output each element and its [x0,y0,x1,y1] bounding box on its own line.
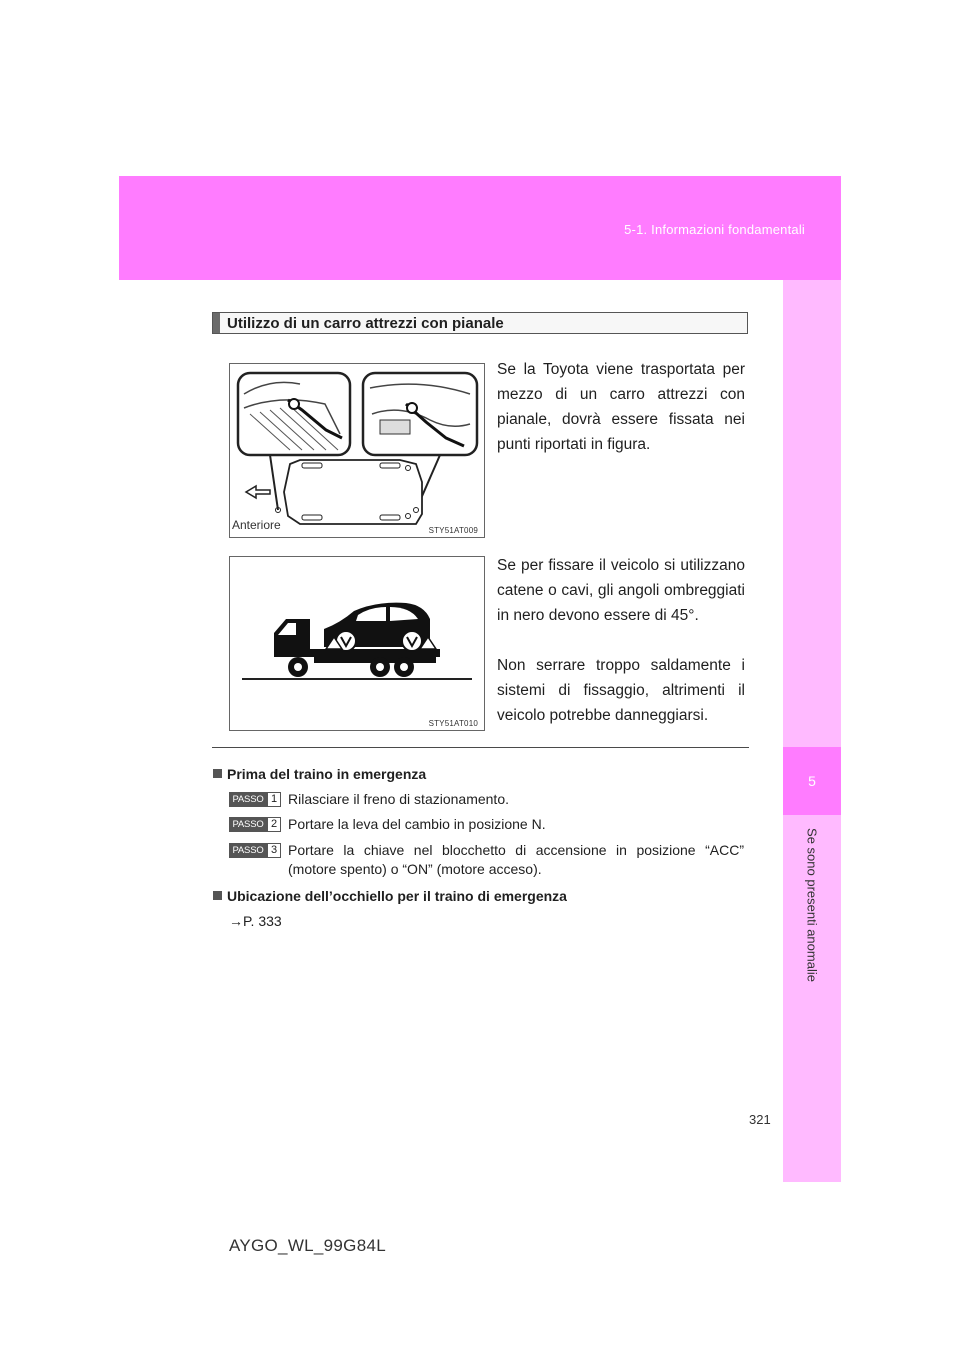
chapter-number: 5 [808,773,816,789]
chapter-tab [783,747,841,815]
note-heading-text: Prima del traino in emergenza [227,766,427,782]
paragraph-chains: Se per fissare il veicolo si utilizzano catene o cavi, gli angoli ombreggiati in nero devono essere di 45°. [497,557,745,624]
step-number: 3 [267,843,281,858]
chapter-label: Se sono presenti anomalie [804,828,820,982]
figure-code-2: STY51AT010 [428,719,478,728]
paragraph-intro: Se la Toyota viene trasportata per mezzo di un carro attrezzi con pianale, dovrà essere fissata nei punti riportati in figura. [497,361,745,453]
section-heading [212,312,748,334]
step-label: PASSO [229,792,267,807]
square-bullet-icon [213,891,222,900]
step-label: PASSO [229,843,267,858]
step-text-1: Rilasciare il freno di stazionamento. [288,791,509,807]
note-heading-tow-eyelet [213,888,567,904]
vehicle-tie-down-points-illustration [230,364,486,539]
step-text-3: Portare la chiave nel blocchetto di accensione in posizione “ACC” (motore spento) o “ON” (motore acceso). [288,842,744,877]
figure-flatbed-truck [229,556,485,731]
square-bullet-icon [213,769,222,778]
flatbed-truck-illustration [230,557,486,732]
step-label: PASSO [229,817,267,832]
header-section-title: 5-1. Informazioni fondamentali [624,222,805,237]
figure-front-label: Anteriore [232,518,281,532]
paragraph-tightening: Non serrare troppo saldamente i sistemi di fissaggio, altrimenti il veicolo potrebbe danneggiarsi. [497,657,745,724]
section-divider [212,747,749,748]
note-heading-text: Ubicazione dell’occhiello per il traino di emergenza [227,888,567,904]
section-title: Utilizzo di un carro attrezzi con pianale [227,315,504,332]
document-code: AYGO_WL_99G84L [229,1236,386,1255]
side-strip [783,280,841,1182]
figure-code: STY51AT009 [428,526,478,535]
step-number: 2 [267,817,281,832]
page-number: 321 [749,1112,771,1127]
header-band [119,176,841,280]
step-badge-3 [229,843,280,858]
note-heading-emergency [213,766,426,782]
section-heading-bar [213,313,220,333]
step-text-2: Portare la leva del cambio in posizione N. [288,816,546,832]
step-badge-2 [229,817,280,832]
figure-tie-down-points [229,363,485,538]
page-reference-link[interactable]: →P. 333 [229,913,282,929]
step-badge-1 [229,792,280,807]
step-number: 1 [267,792,281,807]
